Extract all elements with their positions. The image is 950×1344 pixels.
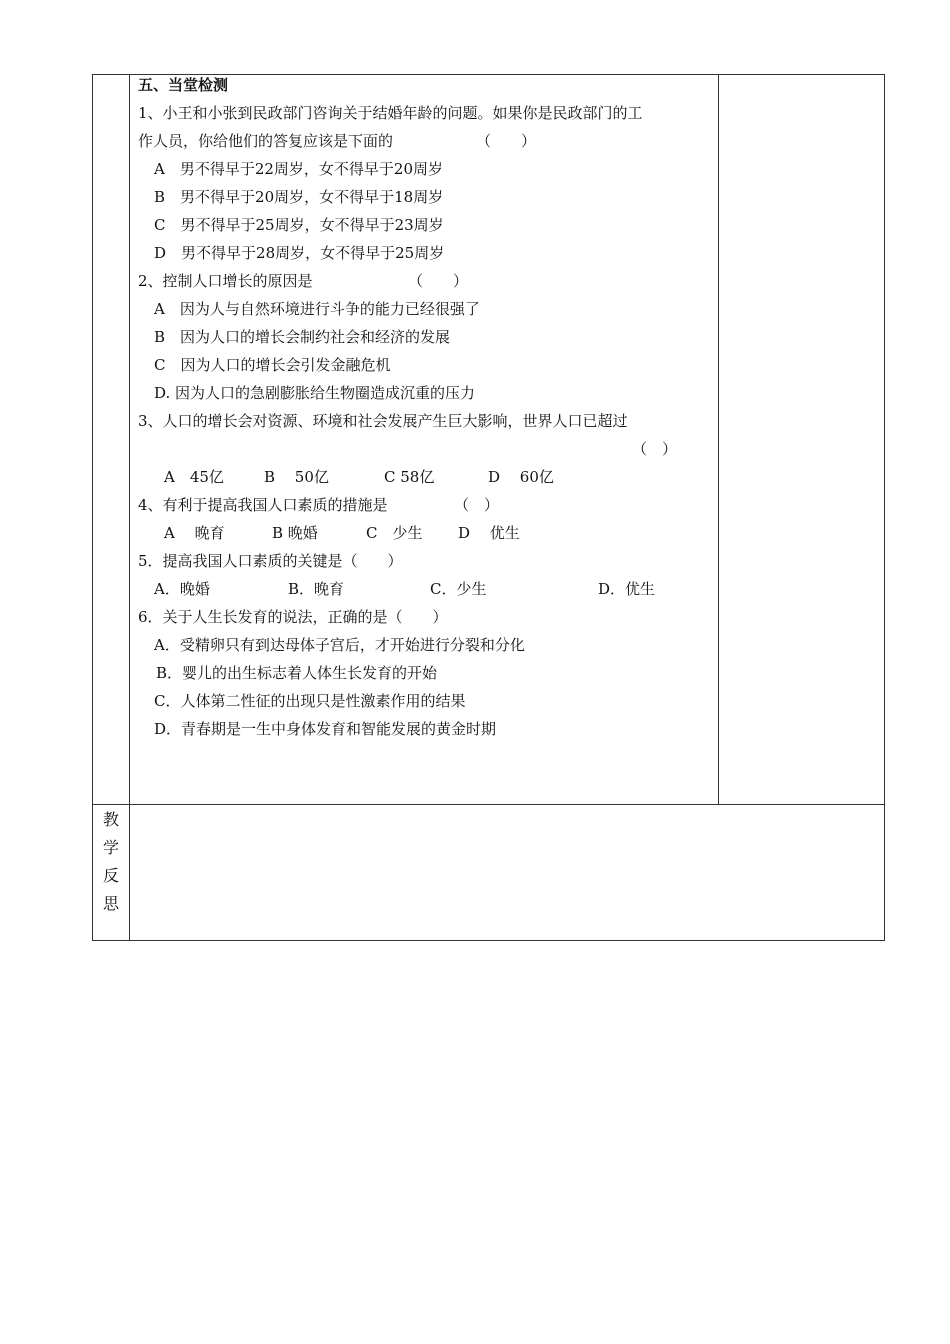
question-3-answer-blank: （ ） — [632, 440, 678, 458]
question-3-option-b: B 50亿 — [264, 468, 329, 486]
question-2-option-a: A 因为人与自然环境进行斗争的能力已经很强了 — [154, 300, 480, 318]
reflection-char-1: 教 — [102, 810, 119, 829]
question-1-answer-blank: （ ） — [476, 132, 537, 150]
question-4-stem-text: 4、有利于提高我国人口素质的措施是 — [138, 496, 388, 514]
question-3-option-c: C 58亿 — [384, 468, 435, 486]
section-title: 五、当堂检测 — [138, 76, 229, 94]
question-1-stem-line2 — [138, 127, 716, 155]
question-3-option-d: D 60亿 — [488, 468, 554, 486]
teaching-reflection-label — [92, 806, 130, 918]
reflection-char-2: 学 — [102, 838, 119, 857]
question-6-option-c: C．人体第二性征的出现只是性激素作用的结果 — [154, 692, 466, 710]
question-3-options — [138, 463, 716, 491]
question-3-option-a: A 45亿 — [164, 468, 224, 486]
table-notes-column-border — [718, 74, 719, 805]
reflection-char-3: 反 — [102, 866, 119, 885]
question-3-stem: 3、人口的增长会对资源、环境和社会发展产生巨大影响，世界人口已超过 — [138, 412, 628, 430]
question-4-option-b: B 晚婚 — [272, 524, 318, 542]
question-5-option-b: B．晚育 — [288, 580, 345, 598]
question-4-option-a: A 晚育 — [164, 524, 225, 542]
question-6-option-d: D．青春期是一生中身体发育和智能发展的黄金时期 — [154, 720, 497, 738]
question-1-stem-text: 作人员，你给他们的答复应该是下面的 — [138, 132, 394, 150]
question-2-option-b: B 因为人口的增长会制约社会和经济的发展 — [154, 328, 451, 346]
question-1-option-b: B 男不得早于20周岁，女不得早于18周岁 — [154, 188, 444, 206]
question-4-option-d: D 优生 — [458, 524, 520, 542]
question-4-option-c: C 少生 — [366, 524, 423, 542]
reflection-char-4: 思 — [102, 894, 119, 913]
question-6-option-b: B．婴儿的出生标志着人体生长发育的开始 — [156, 664, 438, 682]
question-2-option-d: D. 因为人口的急剧膨胀给生物圈造成沉重的压力 — [154, 384, 476, 402]
question-5-options — [138, 575, 716, 603]
quiz-section — [138, 74, 716, 743]
question-1-option-c: C 男不得早于25周岁，女不得早于23周岁 — [154, 216, 444, 234]
question-4-options — [138, 519, 716, 547]
table-bottom-border — [92, 940, 885, 941]
question-1-stem-line1: 1、小王和小张到民政部门咨询关于结婚年龄的问题。如果你是民政部门的工 — [138, 104, 643, 122]
question-4-answer-blank: （ ） — [454, 496, 500, 514]
question-2-answer-blank: （ ） — [408, 272, 469, 290]
question-4-stem — [138, 491, 716, 519]
question-5-option-a: A．晚婚 — [154, 580, 210, 598]
question-5-option-d: D．优生 — [598, 580, 656, 598]
teaching-reflection-area[interactable] — [130, 805, 884, 940]
table-right-border — [884, 74, 885, 941]
question-5-option-c: C．少生 — [430, 580, 487, 598]
question-6-stem: 6．关于人生长发育的说法，正确的是（ ） — [138, 608, 448, 626]
question-2-stem — [138, 267, 716, 295]
question-2-stem-text: 2、控制人口增长的原因是 — [138, 272, 313, 290]
question-3-blank-line — [138, 435, 716, 463]
question-1-option-a: A 男不得早于22周岁，女不得早于20周岁 — [154, 160, 444, 178]
question-6-option-a: A．受精卵只有到达母体子宫后，才开始进行分裂和分化 — [154, 636, 525, 654]
question-5-stem: 5．提高我国人口素质的关键是（ ） — [138, 552, 403, 570]
question-2-option-c: C 因为人口的增长会引发金融危机 — [154, 356, 391, 374]
question-1-option-d: D 男不得早于28周岁，女不得早于25周岁 — [154, 244, 445, 262]
